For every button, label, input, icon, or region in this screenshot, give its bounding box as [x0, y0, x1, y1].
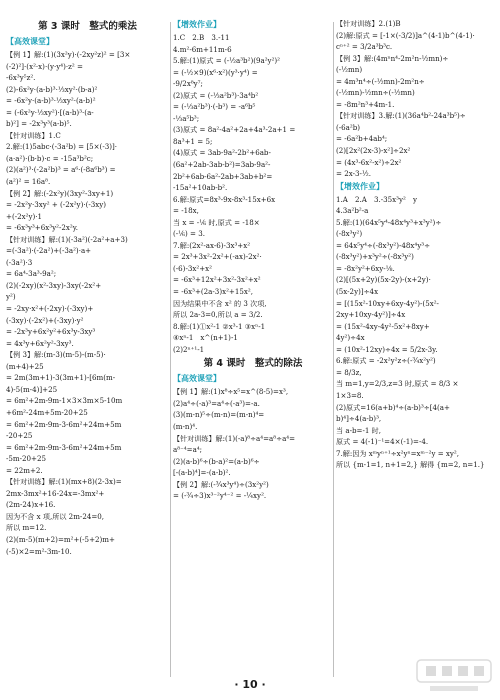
- answer-line: 所以 2a-3=0,所以 a = 3/2.: [173, 310, 263, 320]
- answer-line: cⁿ⁺² = 3/2a³b³c.: [336, 42, 393, 52]
- answer-line: (-8x³y²): [336, 229, 363, 239]
- answer-line: = 6m²+2m-9m-3-6m²+24m+5m: [6, 442, 122, 452]
- answer-line: (a·a²)·(b·b)·c = -15a³b²c;: [6, 153, 94, 163]
- answer-line: -20+25: [6, 431, 33, 441]
- answer-line: 2mx-3mx²+16-24x=-3mx²+: [6, 488, 105, 498]
- answer-line: 【例 2】解:(-¾x³y⁴)÷(3x²y²): [173, 479, 269, 489]
- answer-line: +6m²-24m+5m-20+25: [6, 407, 88, 417]
- answer-line: = (4x³-6x²-x²)÷2x²: [336, 157, 402, 167]
- answer-line: (2m-24)x+16.: [6, 500, 56, 510]
- answer-line: = (-6x²y·⅓xy²)·[(a-b)³·(a-: [6, 107, 94, 117]
- answer-line: (-½mn): [336, 65, 363, 75]
- answer-line: (-8x³y²)+x³y²÷(-8x³y²): [336, 252, 414, 262]
- answer-line: 2xy+10xy-4y²)]÷4x: [336, 310, 406, 320]
- answer-line: = (-⅓a²b³)·(-b³) = -a⁶b⁵: [173, 102, 256, 112]
- answer-lines: [336, 194, 496, 471]
- answer-line: (m+4)+25: [6, 361, 44, 371]
- answer-line: ④xⁿ-1 x^(n+1)-1: [173, 333, 238, 343]
- column-divider-right: [333, 22, 334, 677]
- answer-line: (3)原式 = 8a²-4a²+2a+4a³-2a+1 =: [173, 125, 296, 135]
- answer-line: (-3a²)·3: [6, 257, 33, 267]
- answer-line: (2)[(5x+2y)(5x-2y)-(x+2y)·: [336, 275, 431, 285]
- answer-line: = -18x,: [173, 206, 199, 216]
- answer-line: 【例 1】解:(1)(3x²y)·(-2xy²z)² = [3×: [6, 50, 131, 59]
- answer-line: (m-n)⁴.: [173, 421, 198, 431]
- answer-line: = (-½×9)(x⁶·x²)(y³·y⁴) =: [173, 67, 258, 77]
- answer-line: [-(a-b)⁴]=-(a-b)².: [173, 468, 231, 478]
- answer-line: = 2x-3-½.: [336, 169, 372, 179]
- watermark-logo: [416, 658, 492, 694]
- answer-line: (2)(a²)³·(-2a²b)³ = a⁶·(-8a⁶b³) =: [6, 165, 116, 175]
- answer-line: 【针对训练】2.(1)B: [336, 19, 401, 28]
- answer-line: = -2xy·x²+(-2xy)·(-3xy)+: [6, 304, 94, 314]
- answer-line: (-2)²]·(x²·x)·(y·y⁴)·z² =: [6, 61, 83, 71]
- answer-line: = -6a²b+4ab⁴;: [336, 134, 388, 144]
- answer-line: 1×3=8.: [336, 390, 364, 400]
- answer-line: 当 m=1,y=2/3,z=3 时,原式 = 8/3 ×: [336, 379, 459, 389]
- answer-line: (-3xy)·(-2x²)+(-3xy)·y²: [6, 315, 84, 325]
- answer-line: +(-2x²y)·1: [6, 211, 43, 221]
- answer-line: = -8m²n³+4m-1.: [336, 99, 395, 109]
- answer-line: = 4m³n⁴÷(-½mn)-2m²n÷: [336, 76, 425, 86]
- answer-line: = -2x²y·3xy² + (-2x²y)·(-3xy): [6, 200, 107, 210]
- answer-line: (2)解:原式 = [-1×(-3/2)]a^(4-1)b^(4-1)·: [336, 30, 475, 40]
- answer-column-1: [6, 18, 169, 557]
- answer-line: = (-¾÷3)x³⁻²y⁴⁻² = -¼xy².: [173, 491, 267, 501]
- answer-line: = 4x³y+6x²y²-3xy³.: [6, 338, 74, 348]
- answer-line: 所以 m=12.: [6, 523, 47, 533]
- answer-line: 【针对训练】解:(1)(-3a²)(-2a²+a+3): [6, 234, 128, 244]
- answer-line: = [(15x²-10xy+6xy-4y²)-(5x²-: [336, 298, 439, 308]
- lesson-title: 第 4 课时 整式的除法: [203, 358, 303, 370]
- answer-line: = -6x³+12x²+3x²-3x²+x²: [173, 275, 261, 285]
- answer-line: 【例 3】解:(4mⁿn⁴-2m²n-½mn)÷: [336, 53, 449, 63]
- answer-line: = 2x³+3x²-2x²+(-ax)-2x²·: [173, 252, 262, 262]
- answer-line: (2)原式=16(a+b)⁴÷(a-b)³÷[4(a+: [336, 402, 450, 412]
- answer-lines: [173, 32, 333, 355]
- answer-line: 2b²+6ab-6a²-2ab+3ab+b²=: [173, 171, 273, 181]
- answer-line: y²): [6, 292, 16, 302]
- answer-line: (2)2ⁿ⁺¹-1: [173, 344, 205, 354]
- answer-line: = (10x²-12xy)÷4x = 5/2x-3y.: [336, 344, 438, 354]
- answer-line: -15a²+10ab-b².: [173, 183, 228, 193]
- answer-line: a⁸⁻⁴=a⁴;: [173, 445, 203, 455]
- answer-line: = 6m²+2m-9m-3-6m²+24m+5m: [6, 419, 122, 429]
- answer-line: = 6a⁴-3a³-9a²;: [6, 269, 57, 279]
- answer-line: (-½mn)-½mn÷(-½mn): [336, 88, 415, 98]
- answer-line: = 22m+2.: [6, 465, 43, 475]
- answer-line: 【例 3】解:(m-3)(m-5)-(m-5)·: [6, 350, 106, 360]
- answer-line: 【针对训练】1.C: [6, 130, 61, 140]
- answer-line: -9/2x⁸y⁷;: [173, 79, 203, 89]
- answer-line: (2)原式 = (-⅓a²b³)·3a⁴b²: [173, 90, 259, 100]
- answer-line: =(-3a²)·(-2a²)+(-3a²)·a+: [6, 246, 92, 256]
- answer-line: = -6x³+(2a-3)x²+15x²,: [173, 287, 253, 297]
- answer-line: 5.解:(1)原式 = (-½a³b²)(9a²y²)²: [173, 56, 281, 66]
- answer-line: 7.解:(2x²-ax-6)-3x³+x²: [173, 240, 251, 250]
- answer-line: 当 x = -⅙ 时,原式 = -18×: [173, 217, 260, 227]
- answer-line: (2)(-2xy)(x²-3xy)-3xy(-2x²+: [6, 280, 102, 290]
- answer-line: 8a³+1 = 5;: [173, 136, 213, 146]
- answer-line: (5x-2y)]÷4x: [336, 287, 379, 297]
- page-number: · 10 ·: [234, 678, 266, 691]
- answer-line: = -6x²y·(a-b)³·⅓xy²·(a-b)²: [6, 96, 96, 106]
- answer-line: (2)-6x²y·(a-b)³·⅓xy²·(b-a)²: [6, 84, 98, 94]
- answer-line: (-5)×2=m²-3m-10.: [6, 546, 72, 556]
- answer-line: (-6)-3x²+x²: [173, 263, 212, 273]
- section-heading: 【高效课堂】: [173, 374, 221, 384]
- answer-line: (-⅙) = 3.: [173, 229, 206, 239]
- answer-line: 因为不含 x 项,所以 2m-24=0,: [6, 511, 105, 521]
- answer-line: 【针对训练】3.解:(1)(36a⁴b²-24a³b⁵)÷: [336, 111, 466, 121]
- answer-line: (4)原式 = 3ab-9a²-2b²+6ab-: [173, 148, 271, 158]
- answer-line: = 6m²+2m-9m-1×3×3m×5-10m: [6, 396, 123, 406]
- answer-line: (a²)² = 16a⁸.: [6, 177, 51, 187]
- answer-line: 2.解:(1)5abc·(-3a²b) = [5×(-3)]·: [6, 142, 118, 152]
- answer-line: 【针对训练】解:(1)(mx+8)(2-3x)=: [6, 477, 122, 487]
- answer-line: -6x³y⁵z².: [6, 73, 36, 83]
- answer-line: 当 a-b=-1 时,: [336, 425, 381, 435]
- section-heading: 【增效作业】: [173, 20, 221, 29]
- answer-lines: [6, 49, 169, 557]
- answer-line: 6.解:原式=8x³-9x-8x³-15x+6x: [173, 194, 276, 204]
- answer-line: 4.3a²b²-a: [336, 206, 369, 216]
- answer-line: 所以 {m-1=1, n+1=2,} 解得 {m=2, n=1.}: [336, 460, 485, 470]
- answer-line: 6.解:原式 = -2x²y²z÷(-¾x²y²): [336, 356, 436, 366]
- answer-line: b)²] = -2x³y³(a-b)⁵.: [6, 119, 72, 129]
- answer-line: 7.解:因为 xᵐyⁿ⁺¹÷x²yⁿ=xᵐ⁻²y = xy²,: [336, 448, 460, 458]
- answer-column-2: [173, 18, 333, 502]
- answer-line: 【例 1】解:(1)x⁸÷x⁵=x^(8-5)=x³,: [173, 387, 289, 397]
- answer-line: 4.m²-6m+11m-6: [173, 44, 232, 54]
- answer-line: 【例 2】解:(-2x²y)(3xy²-3xy+1): [6, 188, 114, 198]
- column-divider-left: [170, 22, 171, 677]
- answer-line: = -8x²y²+6xy-⅛.: [336, 263, 395, 273]
- answer-line: 1.A 2.A 3.-35x³y² y: [336, 194, 417, 204]
- answer-line: = (15x²-4xy-4y²-5x²+8xy+: [336, 321, 430, 331]
- answer-line: = 2m(3m+1)-3(3m+1)-[6m(m-: [6, 373, 116, 383]
- answer-line: (-6a²b): [336, 122, 361, 132]
- answer-line: (2)a⁴÷(-a)³=a⁴÷(-a³)=-a.: [173, 398, 260, 408]
- answer-line: (2)(a-b)⁶÷(b-a)²=(a-b)⁶÷: [173, 456, 260, 466]
- answer-line: = 64x⁵y⁴÷(-8x³y²)-48x⁴y³÷: [336, 240, 431, 250]
- answer-line: (3)(m-n)⁵÷(m-n)=(m-n)⁴=: [173, 410, 265, 420]
- section-heading: 【高效课堂】: [6, 37, 54, 46]
- answer-line: 5.解:(1)(64x⁵y⁴-48x⁴y³+x³y²)÷: [336, 217, 442, 227]
- section-heading: 【增效作业】: [336, 181, 384, 191]
- answer-line: (2)(m-5)(m+2)=m²+(-5+2)m+: [6, 534, 115, 544]
- answer-line: -⅓a⁵b³;: [173, 113, 200, 123]
- lesson-title: 第 3 课时 整式的乘法: [38, 21, 137, 32]
- answer-line: b)⁴]÷4(a-b)³,: [336, 414, 382, 424]
- answer-lines: [173, 386, 333, 501]
- answer-line: 4y²)÷4x: [336, 333, 365, 343]
- answer-line: 【针对训练】解:(1)(-a)⁸÷a⁴=a⁸÷a⁴=: [173, 433, 296, 443]
- answer-line: 4)-5(m-4)]+25: [6, 384, 58, 394]
- answer-column-3: [336, 18, 496, 471]
- answer-line: -5m-20+25: [6, 454, 47, 464]
- answer-line: (2)[2x²(2x-3)-x²]÷2x²: [336, 146, 411, 156]
- answer-lines: [336, 18, 496, 180]
- answer-line: = -6x³y³+6x³y²-2x²y.: [6, 223, 79, 233]
- answer-line: (6a²+2ab-3ab-b²)=3ab-9a²-: [173, 160, 271, 170]
- answer-line: = -2x³y+6x²y²+6x³y-3xy³: [6, 327, 96, 337]
- answer-line: = 8/3z,: [336, 367, 362, 377]
- answer-line: 8.解:(1)①x²-1 ②x³-1 ③xⁿ-1: [173, 321, 266, 331]
- answer-line: 因为结果中不含 x² 的 3 次项,: [173, 298, 267, 308]
- answer-line: 原式 = 4(-1)⁻¹=4×(-1)=-4.: [336, 437, 429, 447]
- answer-line: 1.C 2.B 3.-11: [173, 33, 230, 42]
